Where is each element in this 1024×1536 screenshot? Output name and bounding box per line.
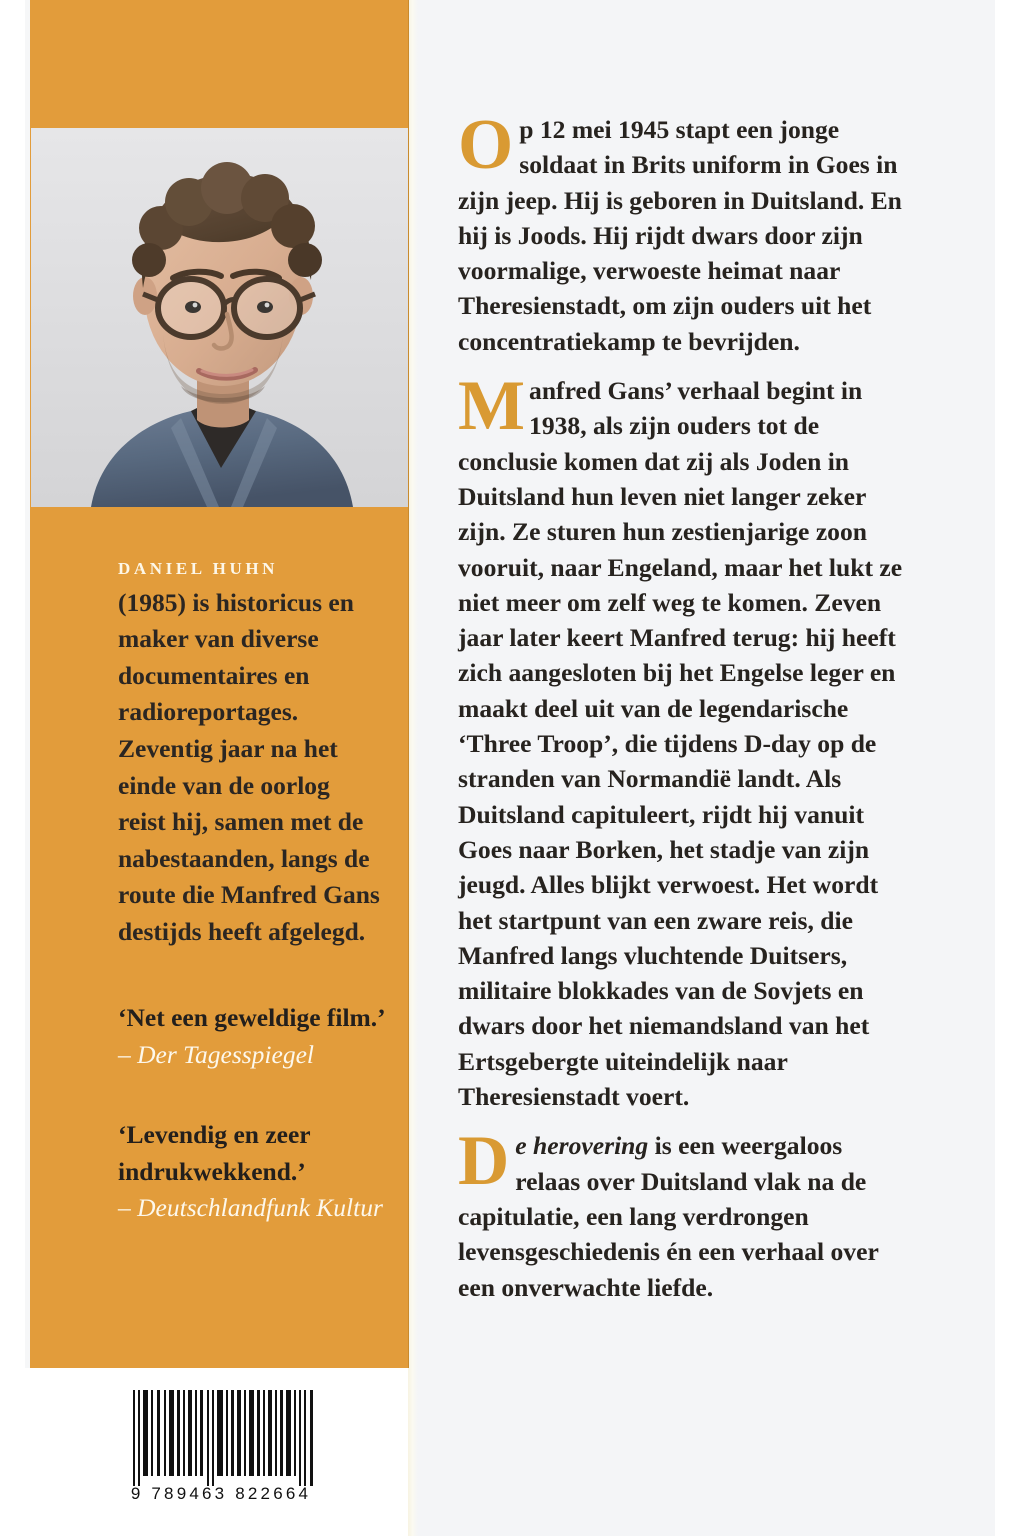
copy-paragraph-1 <box>458 106 904 359</box>
author-portrait-photo <box>31 128 408 507</box>
dropcap-letter: D <box>458 1122 510 1201</box>
isbn-number: 9 789463 822664 <box>130 1484 312 1503</box>
copy-paragraph-2 <box>458 367 904 1114</box>
blurb-quote: ‘Levendig en zeer indrukwekkend.’ <box>118 1120 311 1186</box>
blurb-item <box>118 1117 386 1227</box>
dropcap-letter: O <box>458 106 514 184</box>
author-bio-block <box>118 560 380 951</box>
barcode-bars-icon <box>131 1390 317 1486</box>
dropcap-letter: M <box>458 367 526 446</box>
copy-paragraph-3 <box>458 1122 904 1304</box>
book-title-italic: e herovering <box>515 1131 649 1161</box>
isbn-barcode <box>125 1388 317 1514</box>
author-bio-text: (1985) is historicus en maker van diverse documentaires en radioreportages. Zeventig jaar na het einde van de oorlog reist hij, samen met de nabestaanden, langs de route die Manfred Gans destijds heeft afgelegd. <box>118 587 380 947</box>
paragraph-text: anfred Gans’ verhaal begint in 1938, als zijn ouders tot de conclusie komen dat zij als Joden in Duitsland hun leven niet langer zeker zijn. Ze sturen hun zestienjarige zoon vooruit, naar Engeland, maar het lukt ze niet meer om zelf weg te komen. Zeven jaar later keert Manfred terug: hij heeft zich aangesloten bij het Engelse leger en maakt deel uit van de legendarische ‘Three Troop’, die tijdens D-day op de stranden van Normandië landt. Als Duitsland capituleert, rijdt hij vanuit Goes naar Borken, het stadje van zijn jeugd. Alles blijkt verwoest. Het wordt het startpunt van een zware reis, die Manfred langs vluchtende Duitsers, militaire blokkades van de Sovjets en dwars door het niemandsland van het Ertsgebergte uiteindelijk naar Theresienstadt voert. <box>458 376 903 1112</box>
paragraph-text: p 12 mei 1945 stapt een jonge soldaat in Brits uniform in Goes in zijn jeep. Hij is geboren in Duitsland. En hij is Joods. Hij rijdt dwars door zijn voormalige, verwoeste heimat naar Theresienstadt, om zijn ouders uit het concentratiekamp te bevrijden. <box>458 115 902 356</box>
spine-seam <box>408 0 418 1536</box>
blurb-source: – Der Tagesspiegel <box>118 1039 314 1069</box>
blurb-quote: ‘Net een geweldige film.’ <box>118 1003 386 1032</box>
blurb-item <box>118 1000 386 1073</box>
press-blurbs <box>118 1000 386 1227</box>
portrait-illustration <box>31 128 408 507</box>
author-name: DANIEL HUHN <box>118 559 279 578</box>
paragraph-text: is een weergaloos relaas over Duitsland vlak na de capitulatie, een lang verdrongen levensgeschiedenis én een verhaal over een onverwachte liefde. <box>458 1131 879 1302</box>
blurb-source: – Deutschlandfunk Kultur <box>118 1193 383 1223</box>
back-cover-copy <box>458 106 904 1305</box>
